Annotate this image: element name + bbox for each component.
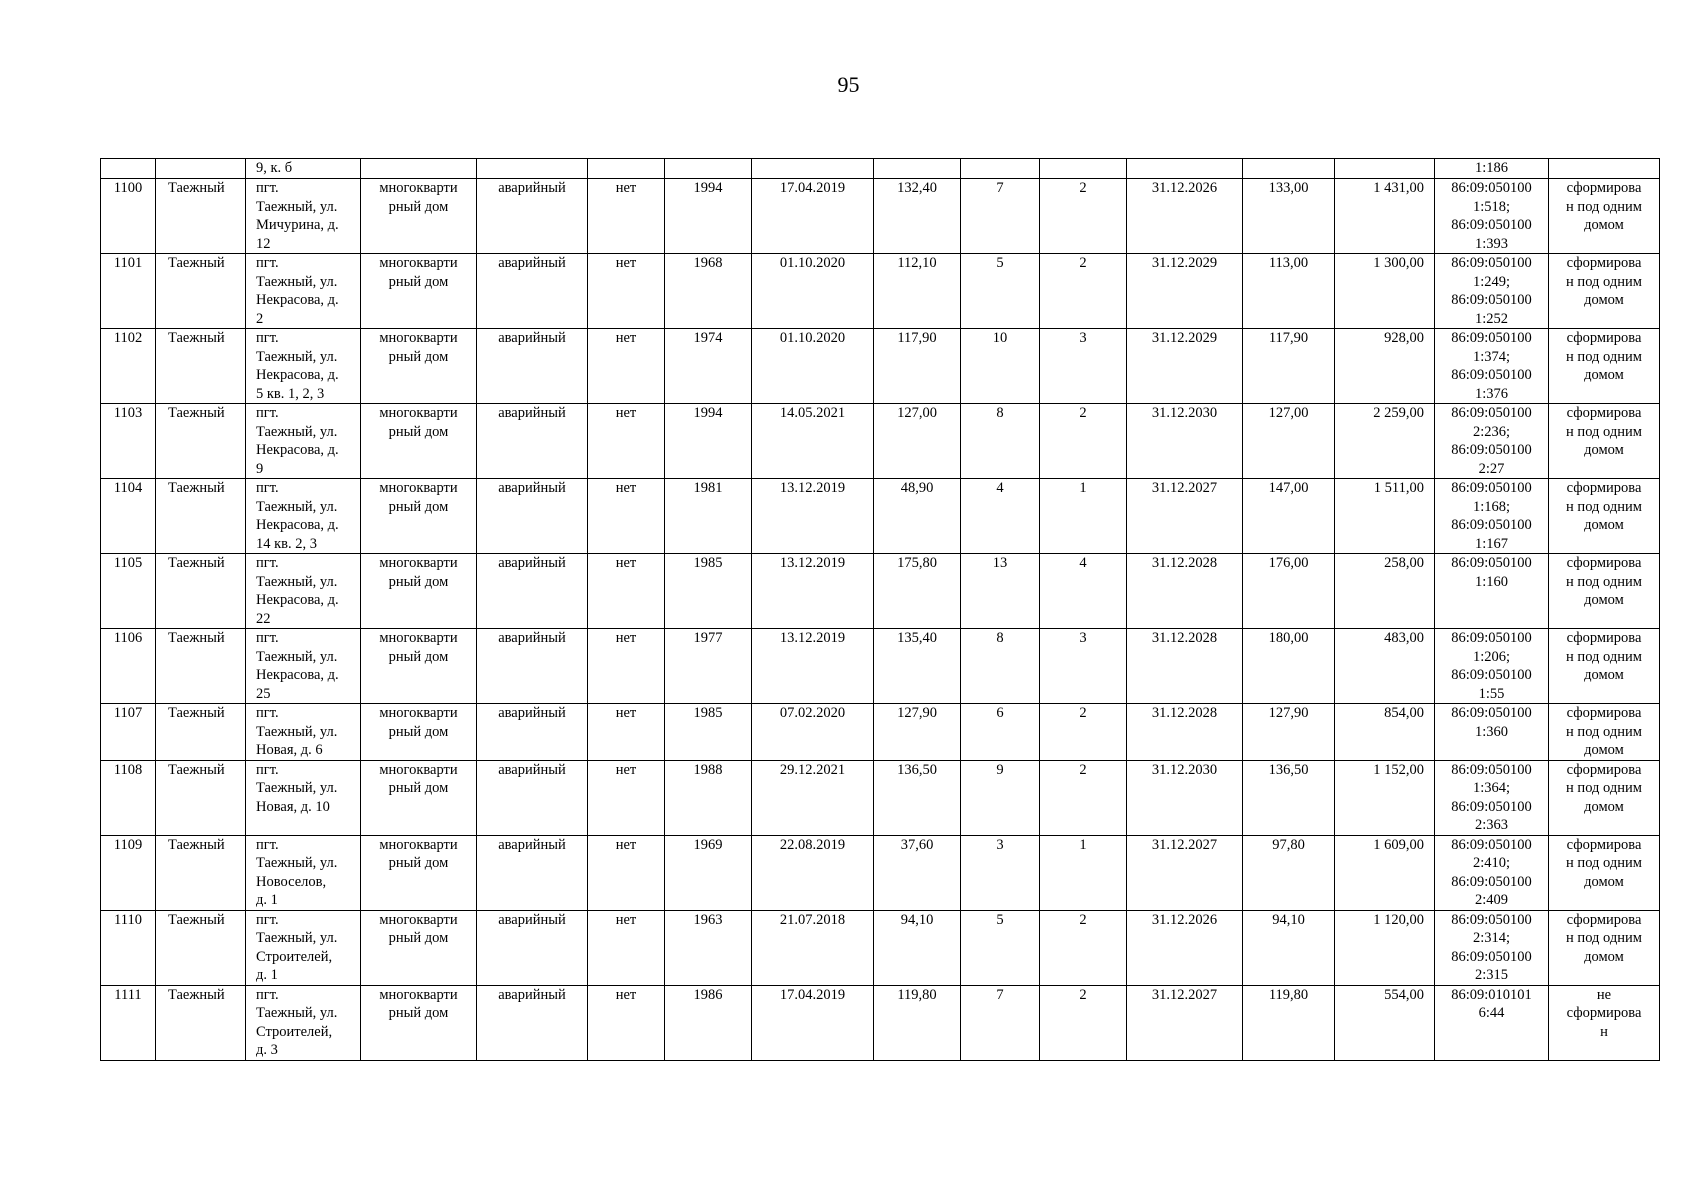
cell-settlement: Таежный (156, 835, 246, 910)
table-row (101, 910, 1660, 985)
cell-number: 1106 (101, 629, 156, 704)
cell-land-area: 1 152,00 (1335, 760, 1435, 835)
cell-recognition-date: 21.07.2018 (752, 910, 874, 985)
cell-status: аварийный (477, 554, 588, 629)
cell-address: пгт. Таежный, ул. Некрасова, д. 2 (246, 254, 361, 329)
cell-settlement: Таежный (156, 329, 246, 404)
cell-land-status: сформирова н под одним домом (1549, 704, 1660, 761)
cell-apartments: 4 (1040, 554, 1127, 629)
cell-status: аварийный (477, 704, 588, 761)
cell-cadastral: 86:09:050100 1:206; 86:09:050100 1:55 (1435, 629, 1549, 704)
cell-deadline: 31.12.2030 (1127, 760, 1243, 835)
cell-flag: нет (588, 404, 665, 479)
cell-total-area: 127,00 (1243, 404, 1335, 479)
cell-address: пгт. Таежный, ул. Некрасова, д. 14 кв. 2, 3 (246, 479, 361, 554)
cell-number: 1102 (101, 329, 156, 404)
table-row (101, 554, 1660, 629)
cell-apartments: 2 (1040, 404, 1127, 479)
cell-building-type: многокварти рный дом (361, 629, 477, 704)
cell-year: 1963 (665, 910, 752, 985)
cell-area: 175,80 (874, 554, 961, 629)
cell-year: 1994 (665, 404, 752, 479)
cell-cadastral: 86:09:050100 1:360 (1435, 704, 1549, 761)
cell-total-area: 94,10 (1243, 910, 1335, 985)
cell-year: 1977 (665, 629, 752, 704)
housing-registry-table (100, 158, 1660, 1061)
cell-residents: 6 (961, 704, 1040, 761)
cell-apartments: 2 (1040, 704, 1127, 761)
cell-settlement: Таежный (156, 629, 246, 704)
cell-area: 112,10 (874, 254, 961, 329)
cell-residents: 7 (961, 179, 1040, 254)
cell-residents: 8 (961, 629, 1040, 704)
cell-flag: нет (588, 704, 665, 761)
cell-building-type: многокварти рный дом (361, 554, 477, 629)
cell-land-area: 483,00 (1335, 629, 1435, 704)
cell-cadastral: 86:09:050100 2:410; 86:09:050100 2:409 (1435, 835, 1549, 910)
cell-address: пгт. Таежный, ул. Некрасова, д. 9 (246, 404, 361, 479)
cell-number: 1105 (101, 554, 156, 629)
table-row (101, 404, 1660, 479)
cell-deadline: 31.12.2026 (1127, 910, 1243, 985)
cell-total-area: 133,00 (1243, 179, 1335, 254)
cell-settlement: Таежный (156, 704, 246, 761)
cell-area: 94,10 (874, 910, 961, 985)
cell-year: 1985 (665, 704, 752, 761)
cell-status: аварийный (477, 629, 588, 704)
cell-year: 1994 (665, 179, 752, 254)
cell-building-type: многокварти рный дом (361, 760, 477, 835)
cell-number: 1103 (101, 404, 156, 479)
table-row-continuation (101, 159, 1660, 179)
cell-total-area: 117,90 (1243, 329, 1335, 404)
cell-status: аварийный (477, 835, 588, 910)
cell-land-area: 928,00 (1335, 329, 1435, 404)
cell-status: аварийный (477, 179, 588, 254)
cell-flag: нет (588, 554, 665, 629)
cell-year: 1986 (665, 985, 752, 1060)
cell-land-status: не сформирова н (1549, 985, 1660, 1060)
cell-cadastral: 86:09:050100 1:160 (1435, 554, 1549, 629)
cell-year: 1985 (665, 554, 752, 629)
cell-building-type: многокварти рный дом (361, 179, 477, 254)
cell-flag: нет (588, 760, 665, 835)
cell-residents: 5 (961, 254, 1040, 329)
cell-land-area: 554,00 (1335, 985, 1435, 1060)
cell-recognition-date: 14.05.2021 (752, 404, 874, 479)
cell-year: 1974 (665, 329, 752, 404)
cell-cadastral: 86:09:050100 1:518; 86:09:050100 1:393 (1435, 179, 1549, 254)
cell-apartments: 3 (1040, 329, 1127, 404)
cell-flag: нет (588, 985, 665, 1060)
cell-recognition-date: 13.12.2019 (752, 629, 874, 704)
cell-apartments: 2 (1040, 910, 1127, 985)
cell-building-type: многокварти рный дом (361, 910, 477, 985)
cell-residents: 7 (961, 985, 1040, 1060)
cell-settlement: Таежный (156, 554, 246, 629)
page-number: 95 (837, 72, 860, 97)
cell-area: 37,60 (874, 835, 961, 910)
cell-settlement: Таежный (156, 910, 246, 985)
cell-total-area: 119,80 (1243, 985, 1335, 1060)
cell-recognition-date: 13.12.2019 (752, 554, 874, 629)
cell-land-area: 1 300,00 (1335, 254, 1435, 329)
cell-address: 9, к. б (246, 159, 361, 179)
cell-total-area: 136,50 (1243, 760, 1335, 835)
cell-total-area: 147,00 (1243, 479, 1335, 554)
cell-settlement: Таежный (156, 179, 246, 254)
cell-number: 1109 (101, 835, 156, 910)
cell-year: 1981 (665, 479, 752, 554)
cell-flag: нет (588, 629, 665, 704)
cell-recognition-date: 07.02.2020 (752, 704, 874, 761)
cell-number: 1100 (101, 179, 156, 254)
cell-recognition-date: 22.08.2019 (752, 835, 874, 910)
cell-settlement: Таежный (156, 254, 246, 329)
cell-land-area: 1 609,00 (1335, 835, 1435, 910)
cell-recognition-date: 17.04.2019 (752, 179, 874, 254)
cell-deadline: 31.12.2029 (1127, 254, 1243, 329)
table-row (101, 704, 1660, 761)
table-row (101, 329, 1660, 404)
cell-land-status: сформирова н под одним домом (1549, 760, 1660, 835)
cell-building-type: многокварти рный дом (361, 254, 477, 329)
cell-residents: 5 (961, 910, 1040, 985)
cell-total-area: 113,00 (1243, 254, 1335, 329)
cell-residents: 13 (961, 554, 1040, 629)
cell-status: аварийный (477, 760, 588, 835)
cell-flag: нет (588, 835, 665, 910)
table-row (101, 629, 1660, 704)
cell-address: пгт. Таежный, ул. Новоселов, д. 1 (246, 835, 361, 910)
cell-deadline: 31.12.2027 (1127, 985, 1243, 1060)
cell-apartments: 1 (1040, 479, 1127, 554)
cell-cadastral: 86:09:050100 1:364; 86:09:050100 2:363 (1435, 760, 1549, 835)
cell-status: аварийный (477, 404, 588, 479)
cell-status: аварийный (477, 329, 588, 404)
cell-building-type: многокварти рный дом (361, 479, 477, 554)
cell-address: пгт. Таежный, ул. Строителей, д. 3 (246, 985, 361, 1060)
cell-status: аварийный (477, 985, 588, 1060)
cell-building-type: многокварти рный дом (361, 835, 477, 910)
cell-area: 127,90 (874, 704, 961, 761)
table-row (101, 985, 1660, 1060)
cell-address: пгт. Таежный, ул. Некрасова, д. 5 кв. 1, 2, 3 (246, 329, 361, 404)
cell-apartments: 2 (1040, 760, 1127, 835)
table-body (101, 159, 1660, 1061)
cell-building-type: многокварти рный дом (361, 985, 477, 1060)
cell-land-status: сформирова н под одним домом (1549, 629, 1660, 704)
cell-flag: нет (588, 254, 665, 329)
cell-apartments: 1 (1040, 835, 1127, 910)
cell-area: 48,90 (874, 479, 961, 554)
cell-deadline: 31.12.2028 (1127, 629, 1243, 704)
cell-cadastral: 86:09:050100 1:249; 86:09:050100 1:252 (1435, 254, 1549, 329)
cell-cadastral: 86:09:050100 1:168; 86:09:050100 1:167 (1435, 479, 1549, 554)
cell-land-status: сформирова н под одним домом (1549, 835, 1660, 910)
cell-recognition-date: 01.10.2020 (752, 254, 874, 329)
table-row (101, 479, 1660, 554)
cell-address: пгт. Таежный, ул. Некрасова, д. 22 (246, 554, 361, 629)
cell-number: 1111 (101, 985, 156, 1060)
cell-total-area: 97,80 (1243, 835, 1335, 910)
cell-deadline: 31.12.2027 (1127, 835, 1243, 910)
cell-land-status: сформирова н под одним домом (1549, 404, 1660, 479)
cell-year: 1968 (665, 254, 752, 329)
cell-deadline: 31.12.2028 (1127, 554, 1243, 629)
cell-land-status: сформирова н под одним домом (1549, 179, 1660, 254)
cell-recognition-date: 29.12.2021 (752, 760, 874, 835)
cell-recognition-date: 13.12.2019 (752, 479, 874, 554)
cell-number: 1108 (101, 760, 156, 835)
cell-building-type: многокварти рный дом (361, 329, 477, 404)
cell-recognition-date: 17.04.2019 (752, 985, 874, 1060)
cell-land-status: сформирова н под одним домом (1549, 329, 1660, 404)
cell-total-area: 127,90 (1243, 704, 1335, 761)
cell-total-area: 176,00 (1243, 554, 1335, 629)
cell-status: аварийный (477, 479, 588, 554)
cell-building-type: многокварти рный дом (361, 704, 477, 761)
cell-number: 1110 (101, 910, 156, 985)
cell-residents: 8 (961, 404, 1040, 479)
cell-land-area: 854,00 (1335, 704, 1435, 761)
cell-settlement: Таежный (156, 479, 246, 554)
cell-land-status: сформирова н под одним домом (1549, 479, 1660, 554)
cell-address: пгт. Таежный, ул. Новая, д. 10 (246, 760, 361, 835)
cell-area: 127,00 (874, 404, 961, 479)
cell-recognition-date: 01.10.2020 (752, 329, 874, 404)
cell-apartments: 2 (1040, 179, 1127, 254)
cell-flag: нет (588, 910, 665, 985)
cell-land-area: 258,00 (1335, 554, 1435, 629)
cell-cadastral: 86:09:010101 6:44 (1435, 985, 1549, 1060)
table-row (101, 254, 1660, 329)
cell-residents: 10 (961, 329, 1040, 404)
cell-status: аварийный (477, 910, 588, 985)
cell-status: аварийный (477, 254, 588, 329)
cell-cadastral: 86:09:050100 1:374; 86:09:050100 1:376 (1435, 329, 1549, 404)
cell-land-area: 1 431,00 (1335, 179, 1435, 254)
cell-deadline: 31.12.2028 (1127, 704, 1243, 761)
cell-area: 119,80 (874, 985, 961, 1060)
cell-deadline: 31.12.2029 (1127, 329, 1243, 404)
cell-flag: нет (588, 329, 665, 404)
cell-address: пгт. Таежный, ул. Некрасова, д. 25 (246, 629, 361, 704)
cell-building-type: многокварти рный дом (361, 404, 477, 479)
cell-residents: 9 (961, 760, 1040, 835)
cell-number: 1101 (101, 254, 156, 329)
cell-year: 1988 (665, 760, 752, 835)
table-row (101, 835, 1660, 910)
cell-area: 132,40 (874, 179, 961, 254)
cell-deadline: 31.12.2027 (1127, 479, 1243, 554)
cell-cadastral: 86:09:050100 2:236; 86:09:050100 2:27 (1435, 404, 1549, 479)
cell-residents: 4 (961, 479, 1040, 554)
table-row (101, 760, 1660, 835)
cell-address: пгт. Таежный, ул. Мичурина, д. 12 (246, 179, 361, 254)
cell-settlement: Таежный (156, 760, 246, 835)
cell-land-status: сформирова н под одним домом (1549, 554, 1660, 629)
cell-number: 1107 (101, 704, 156, 761)
cell-apartments: 2 (1040, 985, 1127, 1060)
cell-apartments: 2 (1040, 254, 1127, 329)
cell-flag: нет (588, 479, 665, 554)
cell-deadline: 31.12.2026 (1127, 179, 1243, 254)
cell-area: 135,40 (874, 629, 961, 704)
cell-apartments: 3 (1040, 629, 1127, 704)
cell-land-area: 1 120,00 (1335, 910, 1435, 985)
cell-residents: 3 (961, 835, 1040, 910)
table-row (101, 179, 1660, 254)
cell-number: 1104 (101, 479, 156, 554)
cell-deadline: 31.12.2030 (1127, 404, 1243, 479)
cell-settlement: Таежный (156, 404, 246, 479)
cell-address: пгт. Таежный, ул. Новая, д. 6 (246, 704, 361, 761)
cell-total-area: 180,00 (1243, 629, 1335, 704)
cell-land-area: 1 511,00 (1335, 479, 1435, 554)
cell-area: 136,50 (874, 760, 961, 835)
cell-address: пгт. Таежный, ул. Строителей, д. 1 (246, 910, 361, 985)
cell-land-status: сформирова н под одним домом (1549, 254, 1660, 329)
cell-flag: нет (588, 179, 665, 254)
cell-land-area: 2 259,00 (1335, 404, 1435, 479)
cell-cadastral: 1:186 (1435, 159, 1549, 179)
cell-cadastral: 86:09:050100 2:314; 86:09:050100 2:315 (1435, 910, 1549, 985)
cell-settlement: Таежный (156, 985, 246, 1060)
cell-year: 1969 (665, 835, 752, 910)
cell-land-status: сформирова н под одним домом (1549, 910, 1660, 985)
cell-area: 117,90 (874, 329, 961, 404)
